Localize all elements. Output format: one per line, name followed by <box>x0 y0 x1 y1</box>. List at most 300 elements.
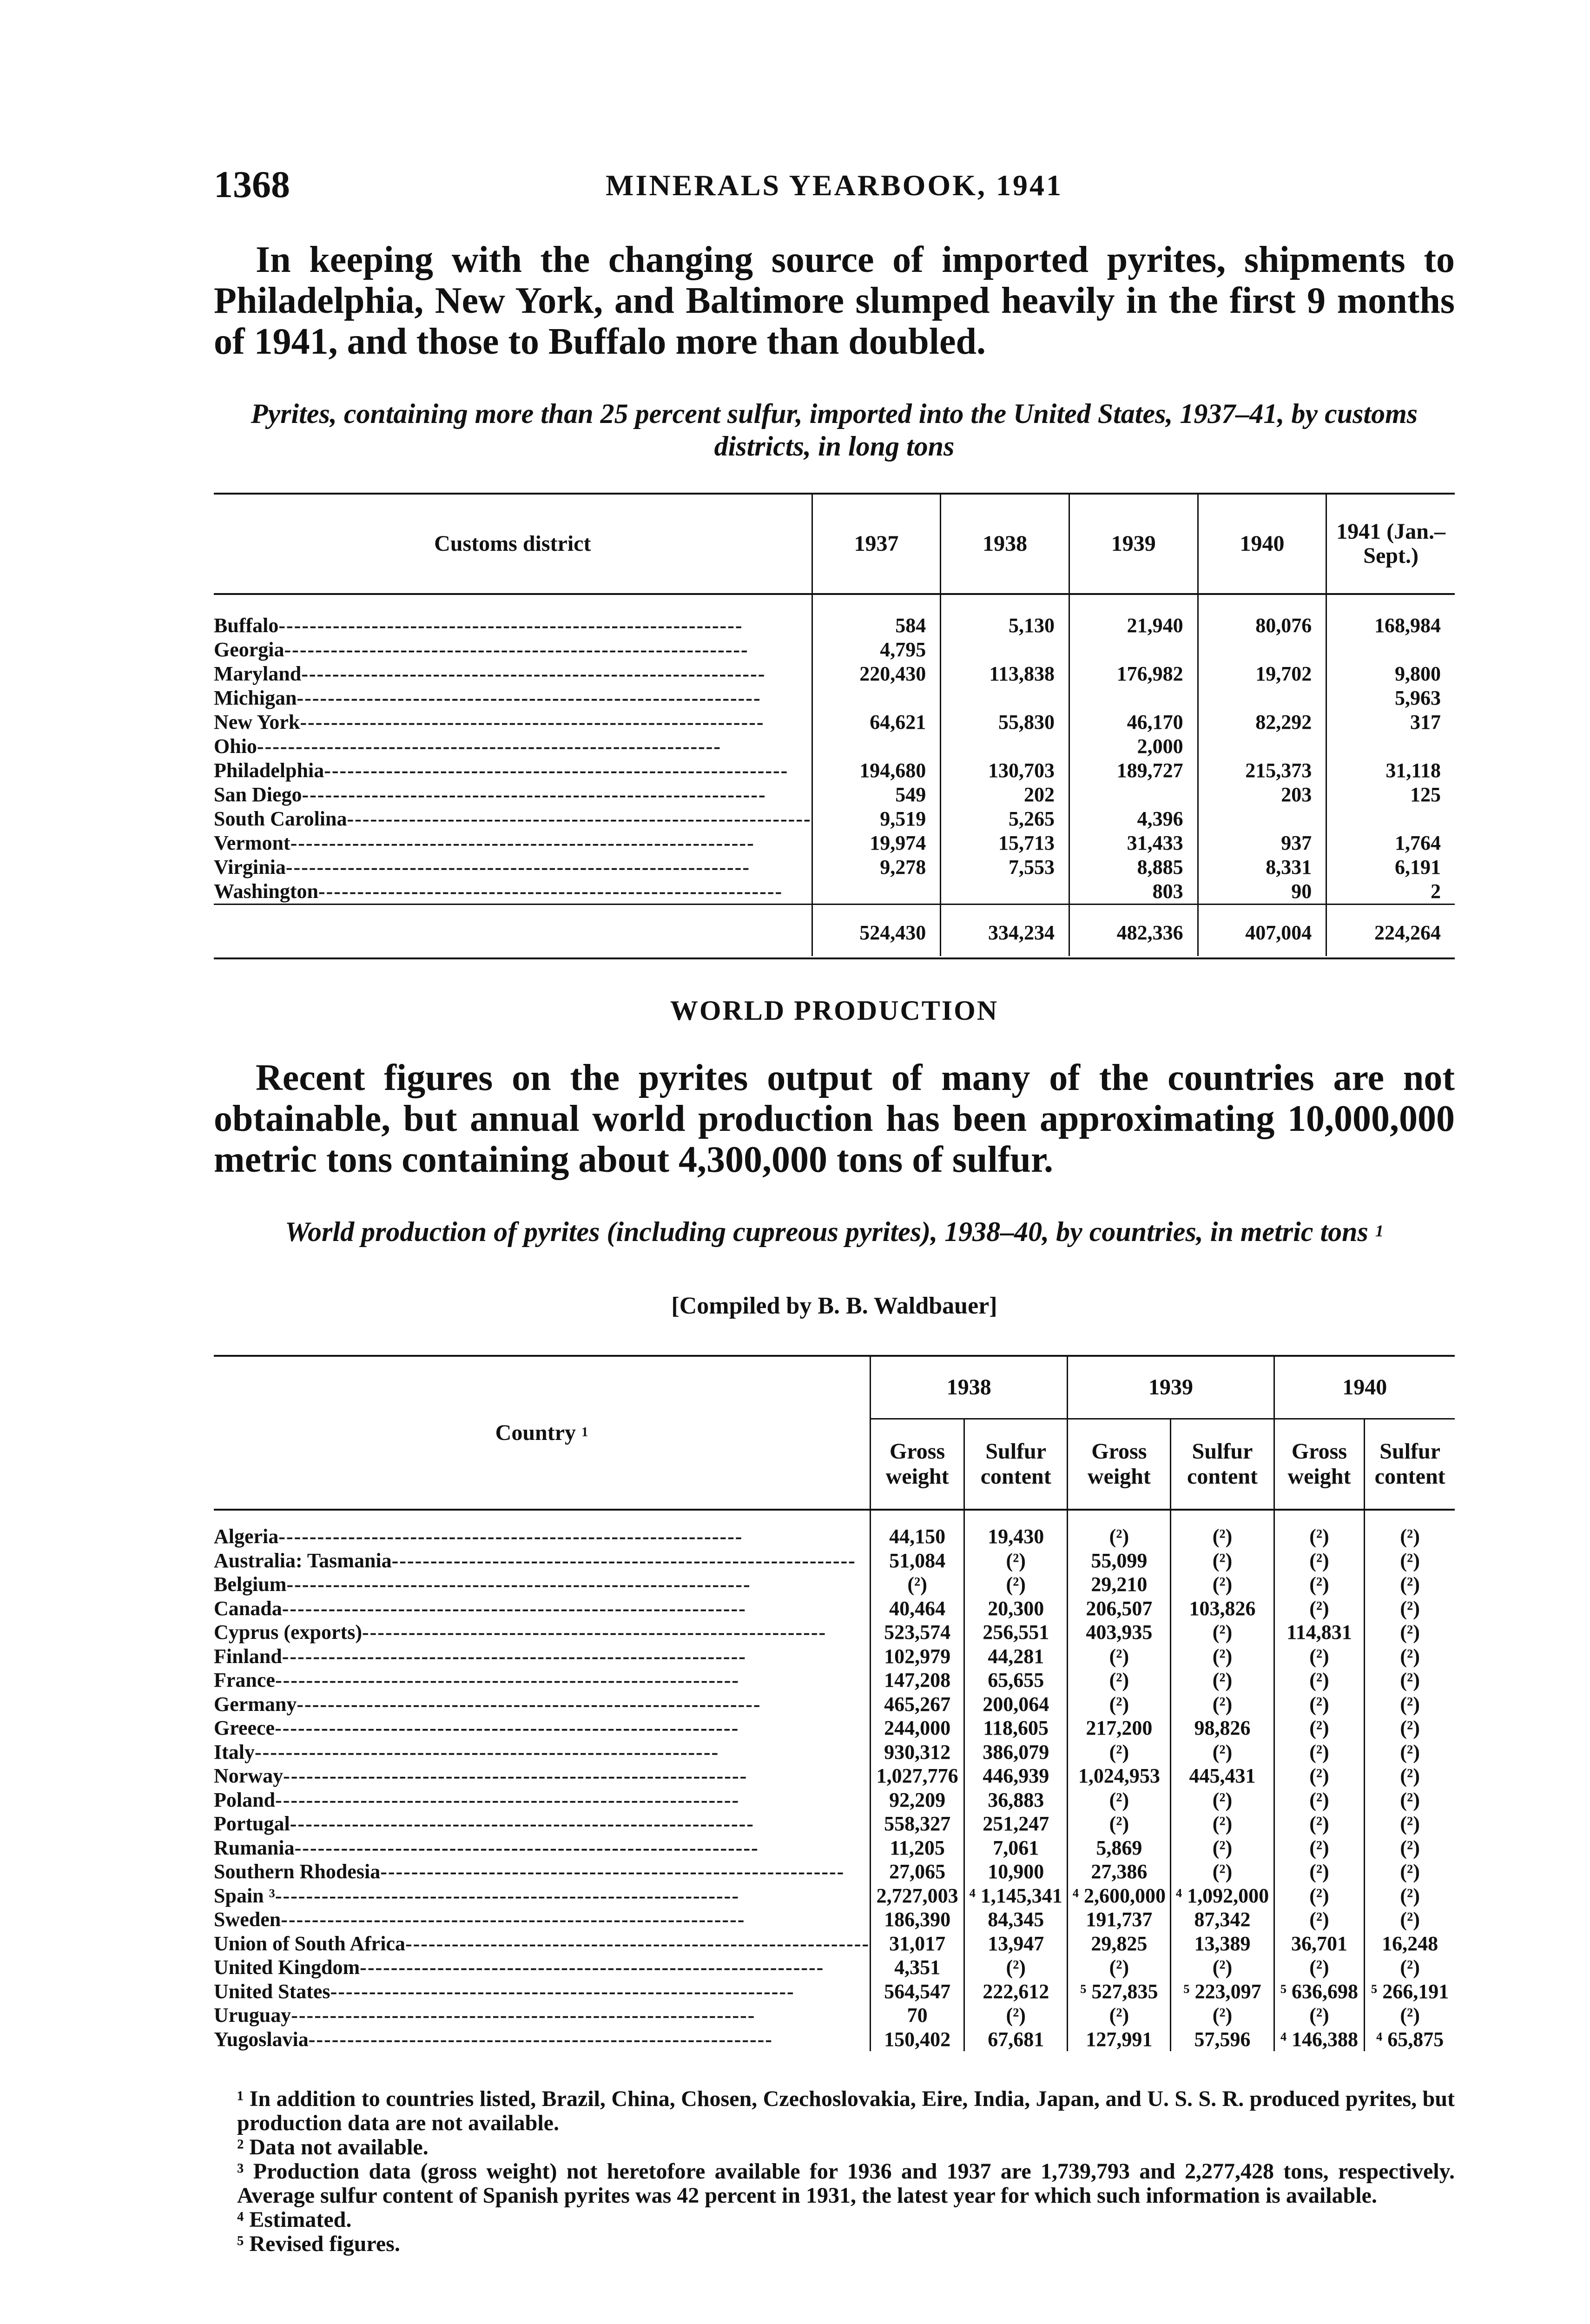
cell-value: (²) <box>1274 1788 1365 1812</box>
cell-value: 29,210 <box>1068 1572 1171 1597</box>
cell-value: (²) <box>1274 1884 1365 1908</box>
district-name: Buffalo------------------------------------------------------------ <box>214 614 743 637</box>
dot-leader: ------------------------------------------------------------ <box>297 687 761 709</box>
table-row <box>214 1716 1455 1740</box>
cell-value: 102,979 <box>871 1644 964 1669</box>
cell-value: ⁴ 2,600,000 <box>1068 1884 1171 1908</box>
cell-value: 558,327 <box>871 1812 964 1836</box>
running-header <box>214 163 1455 205</box>
table-row <box>214 2027 1455 2052</box>
table-row <box>214 1860 1455 1884</box>
cell-value: (²) <box>1171 1572 1274 1597</box>
cell-value: 11,205 <box>871 1836 964 1860</box>
dot-leader: ------------------------------------------------------------ <box>308 2027 773 2051</box>
cell-value: 1,024,953 <box>1068 1764 1171 1788</box>
country-name: Germany------------------------------------------------------------ <box>214 1692 761 1716</box>
header-1937: 1937 <box>812 494 941 594</box>
cell-value: (²) <box>1068 1644 1171 1669</box>
cell-value: (²) <box>1274 1764 1365 1788</box>
cell-value: 80,076 <box>1198 594 1326 638</box>
cell-value: 386,079 <box>964 1740 1068 1764</box>
cell-value: 217,200 <box>1068 1716 1171 1740</box>
cell-value: 29,825 <box>1068 1932 1171 1956</box>
cell-value: 40,464 <box>871 1597 964 1621</box>
cell-value: (²) <box>1068 1788 1171 1812</box>
cell-value <box>1069 686 1198 710</box>
country-name: Cyprus (exports)------------------------------------------------------------ <box>214 1621 827 1644</box>
cell-value: 191,737 <box>1068 1908 1171 1932</box>
cell-value: 55,830 <box>941 710 1069 734</box>
dot-leader: ------------------------------------------------------------ <box>297 1692 761 1716</box>
cell-value: 64,621 <box>812 710 941 734</box>
table-row <box>214 855 1455 879</box>
cell-value: 127,991 <box>1068 2027 1171 2052</box>
cell-value: 16,248 <box>1365 1932 1455 1956</box>
country-name: Belgium------------------------------------------------------------ <box>214 1573 751 1596</box>
header-1939: 1939 <box>1069 494 1198 594</box>
cell-value: 445,431 <box>1171 1764 1274 1788</box>
cell-value: 446,939 <box>964 1764 1068 1788</box>
cell-value: (²) <box>1365 1510 1455 1549</box>
header-country: Country $^1$ <box>214 1356 871 1510</box>
intro-paragraph <box>214 239 1455 362</box>
cell-value: 5,869 <box>1068 1836 1171 1860</box>
cell-value: (²) <box>1068 1668 1171 1692</box>
cell-value: 82,292 <box>1198 710 1326 734</box>
cell-value: 222,612 <box>964 1980 1068 2004</box>
country-name: Australia: Tasmania------------------------------------------------------------ <box>214 1549 856 1572</box>
cell-value: 9,278 <box>812 855 941 879</box>
country-name: Rumania------------------------------------------------------------ <box>214 1836 759 1859</box>
table-row <box>214 879 1455 905</box>
total-label-cell <box>214 905 812 957</box>
world-paragraph <box>214 1057 1455 1180</box>
district-name: Michigan------------------------------------------------------------ <box>214 687 761 709</box>
cell-value: 13,947 <box>964 1932 1068 1956</box>
cell-value: (²) <box>1365 1788 1455 1812</box>
district-name: Maryland------------------------------------------------------------ <box>214 662 766 685</box>
table-row <box>214 759 1455 783</box>
cell-value: (²) <box>1274 1644 1365 1669</box>
dot-leader: ------------------------------------------------------------ <box>405 1932 870 1955</box>
table-row <box>214 662 1455 686</box>
page-number: 1368 <box>214 163 290 205</box>
dot-leader: ------------------------------------------------------------ <box>302 783 766 806</box>
table-row <box>214 734 1455 759</box>
cell-value: (²) <box>1365 1764 1455 1788</box>
table-row <box>214 1788 1455 1812</box>
table-row <box>214 686 1455 710</box>
cell-value: (²) <box>1365 1860 1455 1884</box>
cell-value: 194,680 <box>812 759 941 783</box>
cell-value: 256,551 <box>964 1620 1068 1644</box>
world-paragraph-text: Recent figures on the pyrites output of many of the countries are not obtainable, but annual world production has been approximating 10,000,000 metric tons containing about 4,300,000 tons of sulfur. <box>214 1057 1455 1180</box>
cell-value: 84,345 <box>964 1908 1068 1932</box>
cell-value: 31,017 <box>871 1932 964 1956</box>
dot-leader: ------------------------------------------------------------ <box>301 662 766 685</box>
cell-value: 113,838 <box>941 662 1069 686</box>
dot-leader: ------------------------------------------------------------ <box>257 735 722 758</box>
district-name: Washington------------------------------------------------------------ <box>214 880 783 903</box>
intro-paragraph-text: In keeping with the changing source of imported pyrites, shipments to Philadelphia, New York, and Baltimore slumped heavily in the first 9 months of 1941, and those to Buffalo more than doubled. <box>214 239 1455 362</box>
cell-value: 215,373 <box>1198 759 1326 783</box>
cell-value: (²) <box>1365 1572 1455 1597</box>
cell-value: (²) <box>1171 1860 1274 1884</box>
table-row <box>214 1740 1455 1764</box>
cell-value: 7,553 <box>941 855 1069 879</box>
cell-value: (²) <box>1171 1549 1274 1573</box>
cell-value: ⁴ 146,388 <box>1274 2027 1365 2052</box>
table-row <box>214 1510 1455 1549</box>
cell-value: (²) <box>1171 1510 1274 1549</box>
cell-value: 36,883 <box>964 1788 1068 1812</box>
total-value: 524,430 <box>812 905 941 957</box>
cell-value: (²) <box>1274 1549 1365 1573</box>
cell-value: 57,596 <box>1171 2027 1274 2052</box>
cell-value <box>1069 638 1198 662</box>
cell-value: (²) <box>871 1572 964 1597</box>
cell-value: 21,940 <box>1069 594 1198 638</box>
total-value: 334,234 <box>941 905 1069 957</box>
dot-leader: ------------------------------------------------------------ <box>278 614 743 637</box>
country-name: Greece------------------------------------------------------------ <box>214 1717 739 1740</box>
header-gross-weight: Gross weight <box>1068 1419 1171 1510</box>
cell-value <box>812 879 941 905</box>
header-gross-weight: Gross weight <box>1274 1419 1365 1510</box>
cell-value: 564,547 <box>871 1980 964 2004</box>
dot-leader: ------------------------------------------------------------ <box>286 1573 751 1596</box>
cell-value: 930,312 <box>871 1740 964 1764</box>
footnote-3: ³ Production data (gross weight) not heretofore available for 1936 and 1937 are 1,739,793 and 2,277,428 tons, respectively. Average sulfur content of Spanish pyrites was 42 percent in 1931, the latest year for which such information is available. <box>237 2159 1455 2208</box>
cell-value: 465,267 <box>871 1692 964 1717</box>
cell-value: 5,265 <box>941 807 1069 831</box>
cell-value: (²) <box>1365 1836 1455 1860</box>
cell-value: ⁵ 223,097 <box>1171 1980 1274 2004</box>
table-row <box>214 710 1455 734</box>
cell-value: 20,300 <box>964 1597 1068 1621</box>
cell-value: 19,702 <box>1198 662 1326 686</box>
cell-value: 13,389 <box>1171 1932 1274 1956</box>
cell-value: 31,433 <box>1069 831 1198 855</box>
cell-value: 206,507 <box>1068 1597 1171 1621</box>
cell-value: 31,118 <box>1326 759 1455 783</box>
cell-value: 317 <box>1326 710 1455 734</box>
table-row <box>214 831 1455 855</box>
country-name: United States------------------------------------------------------------ <box>214 1980 795 2003</box>
cell-value: 1,027,776 <box>871 1764 964 1788</box>
cell-value: 176,982 <box>1069 662 1198 686</box>
district-name: Virginia------------------------------------------------------------ <box>214 856 750 878</box>
cell-value: 114,831 <box>1274 1620 1365 1644</box>
cell-value: ⁴ 1,145,341 <box>964 1884 1068 1908</box>
dot-leader: ------------------------------------------------------------ <box>330 1980 795 2003</box>
cell-value: 19,974 <box>812 831 941 855</box>
cell-value: ⁵ 527,835 <box>1068 1980 1171 2004</box>
table-row <box>214 1908 1455 1932</box>
country-name: France------------------------------------------------------------ <box>214 1669 740 1692</box>
dot-leader: ------------------------------------------------------------ <box>347 807 811 830</box>
cell-value: (²) <box>1365 1692 1455 1717</box>
cell-value: (²) <box>1171 1812 1274 1836</box>
cell-value: (²) <box>1365 1549 1455 1573</box>
cell-value: 87,342 <box>1171 1908 1274 1932</box>
table-row <box>214 783 1455 807</box>
cell-value: 150,402 <box>871 2027 964 2052</box>
cell-value: (²) <box>1274 1860 1365 1884</box>
header-year-1940: 1940 <box>1274 1356 1455 1419</box>
cell-value: 168,984 <box>1326 594 1455 638</box>
running-title: MINERALS YEARBOOK, 1941 <box>606 169 1063 202</box>
cell-value: ⁵ 266,191 <box>1365 1980 1455 2004</box>
table-row <box>214 638 1455 662</box>
cell-value <box>812 686 941 710</box>
district-name: Ohio------------------------------------------------------------ <box>214 735 722 758</box>
cell-value: (²) <box>1274 1812 1365 1836</box>
cell-value: 46,170 <box>1069 710 1198 734</box>
header-1938: 1938 <box>941 494 1069 594</box>
cell-value: (²) <box>1365 1668 1455 1692</box>
table2-caption-text: World production of pyrites (including cupreous pyrites), 1938–40, by countries, in metric tons <box>285 1216 1368 1247</box>
cell-value: 244,000 <box>871 1716 964 1740</box>
total-value: 224,264 <box>1326 905 1455 957</box>
header-year-1938: 1938 <box>871 1356 1068 1419</box>
cell-value <box>1326 807 1455 831</box>
dot-leader: ------------------------------------------------------------ <box>278 1525 743 1548</box>
world-production-table <box>214 1355 1455 2051</box>
cell-value: 92,209 <box>871 1788 964 1812</box>
cell-value: (²) <box>1274 2003 1365 2027</box>
cell-value: (²) <box>1171 1788 1274 1812</box>
cell-value: (²) <box>1274 1597 1365 1621</box>
compiled-by: [Compiled by B. B. Waldbauer] <box>671 1293 997 1319</box>
header-sulfur-content: Sulfur content <box>1365 1419 1455 1510</box>
cell-value: 98,826 <box>1171 1716 1274 1740</box>
table2-body <box>214 1510 1455 2051</box>
cell-value: (²) <box>1274 1572 1365 1597</box>
cell-value: 549 <box>812 783 941 807</box>
country-name: Union of South Africa------------------------------------------------------------ <box>214 1932 870 1955</box>
country-name: Spain ³------------------------------------------------------------ <box>214 1884 739 1907</box>
cell-value: 584 <box>812 594 941 638</box>
cell-value: (²) <box>1171 1644 1274 1669</box>
cell-value: (²) <box>1274 1668 1365 1692</box>
dot-leader: ------------------------------------------------------------ <box>275 1884 739 1907</box>
table-row <box>214 594 1455 638</box>
cell-value <box>1069 783 1198 807</box>
footnote-1: ¹ In addition to countries listed, Brazil, China, Chosen, Czechoslovakia, Eire, India, Japan, and U. S. S. R. produced pyrites, but production data are not available. <box>237 2086 1455 2135</box>
cell-value: (²) <box>1365 1716 1455 1740</box>
country-name: Canada------------------------------------------------------------ <box>214 1597 746 1620</box>
dot-leader: ------------------------------------------------------------ <box>283 1764 748 1788</box>
cell-value: 55,099 <box>1068 1549 1171 1573</box>
district-name: South Carolina------------------------------------------------------------ <box>214 807 811 830</box>
cell-value: 103,826 <box>1171 1597 1274 1621</box>
cell-value: (²) <box>1274 1740 1365 1764</box>
cell-value: 51,084 <box>871 1549 964 1573</box>
total-value: 482,336 <box>1069 905 1198 957</box>
dot-leader: ------------------------------------------------------------ <box>362 1621 827 1644</box>
dot-leader: ------------------------------------------------------------ <box>281 1908 746 1931</box>
footnote-5: ⁵ Revised figures. <box>237 2232 400 2256</box>
cell-value: 27,386 <box>1068 1860 1171 1884</box>
table-row <box>214 1836 1455 1860</box>
cell-value: 147,208 <box>871 1668 964 1692</box>
total-value: 407,004 <box>1198 905 1326 957</box>
cell-value: ⁴ 65,875 <box>1365 2027 1455 2052</box>
cell-value: 8,331 <box>1198 855 1326 879</box>
cell-value: (²) <box>1365 1955 1455 1980</box>
cell-value: 9,800 <box>1326 662 1455 686</box>
cell-value: (²) <box>1068 1510 1171 1549</box>
cell-value: (²) <box>1274 1692 1365 1717</box>
country-name: Algeria------------------------------------------------------------ <box>214 1525 743 1548</box>
cell-value <box>941 686 1069 710</box>
country-name: Sweden------------------------------------------------------------ <box>214 1908 746 1931</box>
cell-value: 125 <box>1326 783 1455 807</box>
cell-value: 2 <box>1326 879 1455 905</box>
table-row <box>214 1692 1455 1717</box>
cell-value <box>1198 686 1326 710</box>
dot-leader: ------------------------------------------------------------ <box>275 1717 739 1740</box>
cell-value: 7,061 <box>964 1836 1068 1860</box>
cell-value: (²) <box>964 1955 1068 1980</box>
dot-leader: ------------------------------------------------------------ <box>360 1956 825 1979</box>
cell-value: (²) <box>1171 1740 1274 1764</box>
district-name: Philadelphia------------------------------------------------------------ <box>214 759 789 782</box>
country-name: Uruguay------------------------------------------------------------ <box>214 2004 756 2027</box>
table-row <box>214 1884 1455 1908</box>
cell-value: 70 <box>871 2003 964 2027</box>
cell-value: 8,885 <box>1069 855 1198 879</box>
cell-value: (²) <box>1274 1908 1365 1932</box>
dot-leader: ------------------------------------------------------------ <box>380 1860 845 1883</box>
district-name: Georgia------------------------------------------------------------ <box>214 638 749 661</box>
cell-value <box>941 734 1069 759</box>
cell-value: (²) <box>1068 1955 1171 1980</box>
table2-caption-note: 1 <box>1375 1221 1384 1240</box>
header-1940: 1940 <box>1198 494 1326 594</box>
dot-leader: ------------------------------------------------------------ <box>294 1836 759 1859</box>
country-name: United Kingdom------------------------------------------------------------ <box>214 1956 825 1979</box>
cell-value <box>1198 638 1326 662</box>
cell-value: 5,963 <box>1326 686 1455 710</box>
cell-value: 2,000 <box>1069 734 1198 759</box>
cell-value: 36,701 <box>1274 1932 1365 1956</box>
cell-value: ⁴ 1,092,000 <box>1171 1884 1274 1908</box>
table-row <box>214 1980 1455 2004</box>
cell-value <box>1198 807 1326 831</box>
cell-value: 10,900 <box>964 1860 1068 1884</box>
section-heading: WORLD PRODUCTION <box>670 995 999 1026</box>
cell-value: (²) <box>1365 1812 1455 1836</box>
dot-leader: ------------------------------------------------------------ <box>282 1597 746 1620</box>
cell-value: 186,390 <box>871 1908 964 1932</box>
cell-value: (²) <box>1171 2003 1274 2027</box>
dot-leader: ------------------------------------------------------------ <box>255 1740 719 1763</box>
cell-value: (²) <box>1068 1812 1171 1836</box>
table-row <box>214 1597 1455 1621</box>
cell-value: 44,150 <box>871 1510 964 1549</box>
total-row <box>214 905 1455 957</box>
dot-leader: ------------------------------------------------------------ <box>391 1549 856 1572</box>
cell-value: 6,191 <box>1326 855 1455 879</box>
cell-value: 1,764 <box>1326 831 1455 855</box>
cell-value: (²) <box>1274 1836 1365 1860</box>
dot-leader: ------------------------------------------------------------ <box>318 880 783 903</box>
cell-value: 523,574 <box>871 1620 964 1644</box>
cell-value: 200,064 <box>964 1692 1068 1717</box>
cell-value: ⁵ 636,698 <box>1274 1980 1365 2004</box>
header-1941: 1941 (Jan.–Sept.) <box>1326 494 1455 594</box>
cell-value: 118,605 <box>964 1716 1068 1740</box>
header-sulfur-content: Sulfur content <box>964 1419 1068 1510</box>
country-name: Norway------------------------------------------------------------ <box>214 1764 748 1788</box>
cell-value: (²) <box>1274 1716 1365 1740</box>
dot-leader: ------------------------------------------------------------ <box>290 832 755 854</box>
cell-value: 15,713 <box>941 831 1069 855</box>
cell-value <box>812 734 941 759</box>
cell-value: (²) <box>1365 1644 1455 1669</box>
dot-leader: ------------------------------------------------------------ <box>282 1644 746 1668</box>
table1-caption: Pyrites, containing more than 25 percent sulfur, imported into the United States, 1937–41, by customs districts, in long tons <box>251 398 1418 462</box>
cell-value: (²) <box>1171 1692 1274 1717</box>
cell-value: 2,727,003 <box>871 1884 964 1908</box>
cell-value: (²) <box>1365 1597 1455 1621</box>
cell-value: (²) <box>1365 1740 1455 1764</box>
table2-caption <box>214 1215 1455 1248</box>
header-year-1939: 1939 <box>1068 1356 1274 1419</box>
table-row <box>214 1812 1455 1836</box>
header-gross-weight: Gross weight <box>871 1419 964 1510</box>
header-customs-district: Customs district <box>214 494 812 594</box>
table-row <box>214 1572 1455 1597</box>
cell-value: (²) <box>1365 2003 1455 2027</box>
cell-value: 4,795 <box>812 638 941 662</box>
cell-value: 5,130 <box>941 594 1069 638</box>
country-name: Finland------------------------------------------------------------ <box>214 1644 746 1668</box>
cell-value: (²) <box>1365 1908 1455 1932</box>
district-name: Vermont------------------------------------------------------------ <box>214 832 755 854</box>
cell-value: (²) <box>1171 1620 1274 1644</box>
dot-leader: ------------------------------------------------------------ <box>291 2004 756 2027</box>
cell-value: 203 <box>1198 783 1326 807</box>
imports-by-district-table <box>214 493 1455 956</box>
cell-value: (²) <box>1365 1884 1455 1908</box>
table-row <box>214 2003 1455 2027</box>
table-row <box>214 1932 1455 1956</box>
cell-value: 19,430 <box>964 1510 1068 1549</box>
cell-value: 4,396 <box>1069 807 1198 831</box>
dot-leader: ------------------------------------------------------------ <box>290 1812 754 1835</box>
footnote-2: ² Data not available. <box>237 2135 429 2159</box>
dot-leader: ------------------------------------------------------------ <box>275 1669 740 1692</box>
dot-leader: ------------------------------------------------------------ <box>284 638 749 661</box>
cell-value <box>941 638 1069 662</box>
cell-value: 251,247 <box>964 1812 1068 1836</box>
country-name: Southern Rhodesia------------------------------------------------------------ <box>214 1860 845 1883</box>
table-row <box>214 1620 1455 1644</box>
cell-value: (²) <box>1274 1955 1365 1980</box>
cell-value: 937 <box>1198 831 1326 855</box>
country-name: Italy------------------------------------------------------------ <box>214 1740 719 1763</box>
cell-value: (²) <box>964 1549 1068 1573</box>
cell-value <box>1198 734 1326 759</box>
dot-leader: ------------------------------------------------------------ <box>285 856 750 878</box>
district-name: New York------------------------------------------------------------ <box>214 711 765 733</box>
cell-value: 44,281 <box>964 1644 1068 1669</box>
dot-leader: ------------------------------------------------------------ <box>275 1788 740 1811</box>
header-sulfur-content: Sulfur content <box>1171 1419 1274 1510</box>
